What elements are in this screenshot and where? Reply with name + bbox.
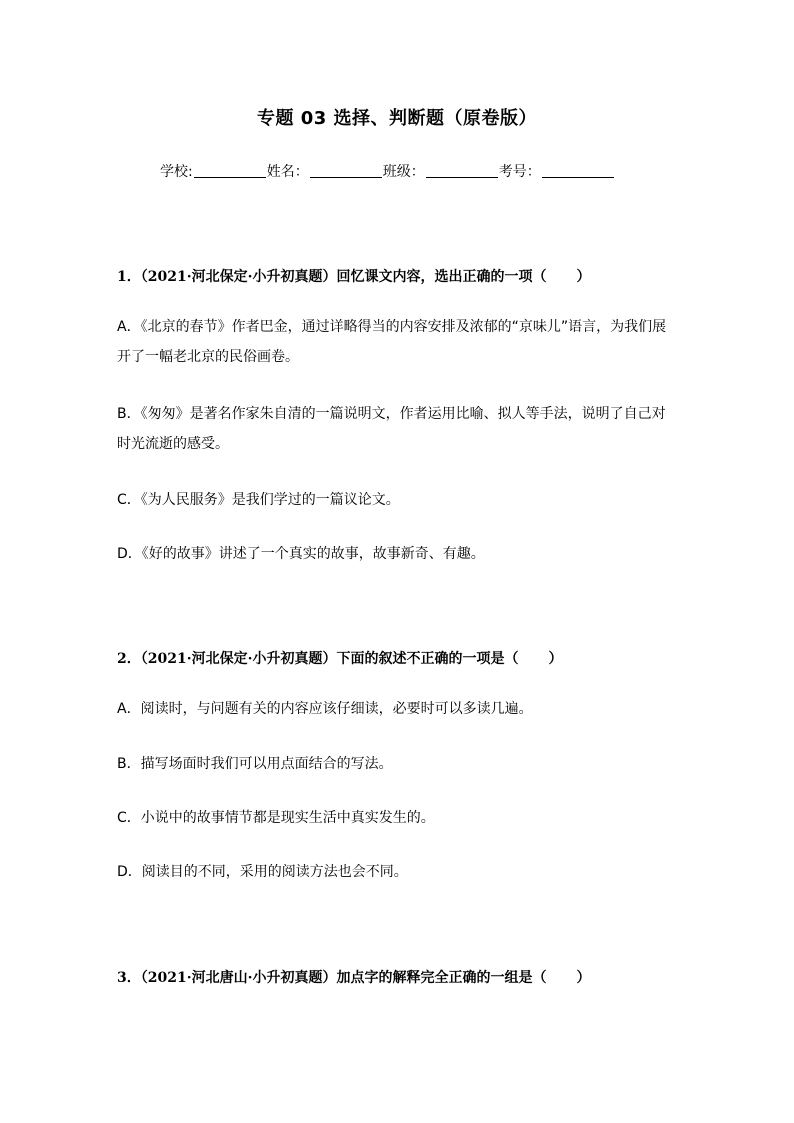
document-title: 专题 03 选择、判断题（原卷版） [256, 108, 538, 129]
question-stem-close: ） [576, 269, 591, 285]
question-2-option-d: D．阅读目的不同，采用的阅读方法也会不同。 [117, 864, 408, 880]
number-label: 考号： [498, 164, 541, 180]
question-1-option-a: A．《北京的春节》作者巴金，通过详略得当的内容安排及浓郁的“京味儿”语言，为我们展开了一幅老北京的民俗画卷。 [117, 319, 667, 365]
question-1-option-d: D．《好的故事》讲述了一个真实的故事，故事新奇、有趣。 [117, 546, 485, 562]
question-stem-text: 3．（2021·河北唐山·小升初真题）加点字的解释完全正确的一组是（ [117, 970, 547, 986]
question-2-stem [117, 648, 562, 668]
class-label: 班级： [382, 164, 425, 180]
number-blank[interactable] [542, 163, 614, 178]
question-stem-close: ） [548, 651, 563, 667]
student-info-line [160, 161, 615, 181]
question-1-option-c: C．《为人民服务》是我们学过的一篇议论文。 [117, 492, 400, 508]
question-stem-close: ） [576, 970, 591, 986]
question-1-stem [117, 266, 590, 286]
class-blank[interactable] [426, 163, 498, 178]
question-1-option-b: B．《匆匆》是著名作家朱自清的一篇说明文，作者运用比喻、拟人等手法，说明了自己对时光流逝的感受。 [117, 406, 666, 452]
school-label: 学校: [160, 164, 193, 180]
school-blank[interactable] [194, 163, 266, 178]
question-2-option-a: A．阅读时，与问题有关的内容应该仔细读，必要时可以多读几遍。 [117, 701, 533, 717]
question-3-stem [117, 967, 590, 987]
question-2-option-b: B．描写场面时我们可以用点面结合的写法。 [117, 756, 393, 772]
question-stem-text: 2．（2021·河北保定·小升初真题）下面的叙述不正确的一项是（ [117, 651, 519, 667]
question-stem-text: 1．（2021·河北保定·小升初真题）回忆课文内容，选出正确的一项（ [117, 269, 547, 285]
name-label: 姓名： [266, 164, 309, 180]
question-2-option-c: C．小说中的故事情节都是现实生活中真实发生的。 [117, 810, 435, 826]
name-blank[interactable] [310, 163, 382, 178]
